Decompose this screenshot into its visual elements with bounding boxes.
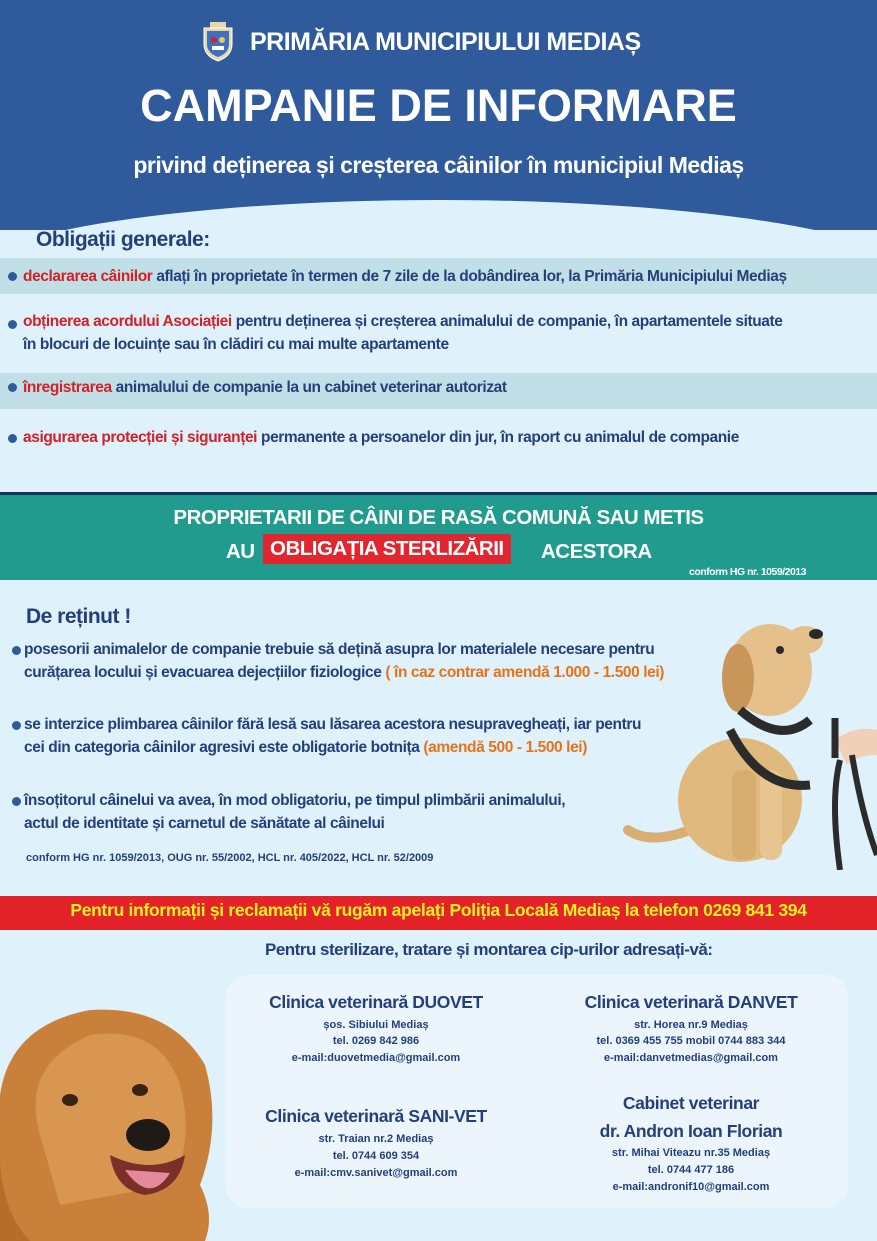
- banner-line2-suffix: ACESTORA: [541, 540, 652, 563]
- banner-line2-prefix: AU: [226, 540, 255, 563]
- clinic-phone[interactable]: tel. 0744 477 186: [647, 1164, 735, 1176]
- remember-line2: actul de identitate și carnetul de sănătate al câinelui: [24, 815, 385, 832]
- clinics-box: [226, 975, 848, 1208]
- page-subtitle: privind deținerea și creșterea câinilor în municipiul Mediaș: [133, 152, 744, 178]
- obligation-rest: animalului de companie la un cabinet veterinar autorizat: [111, 379, 507, 396]
- remember-item: [0, 789, 760, 839]
- clinic-email[interactable]: e-mail:cmv.sanivet@gmail.com: [294, 1167, 458, 1179]
- clinic-email[interactable]: e-mail:duovetmedia@gmail.com: [291, 1052, 461, 1064]
- remember-text: [24, 638, 744, 684]
- bullet-icon: [12, 797, 21, 806]
- bullet-icon: [8, 272, 17, 281]
- banner-legal-note: conform HG nr. 1059/2013: [689, 566, 806, 578]
- remember-text: [24, 789, 744, 835]
- clinic-phone[interactable]: tel. 0744 609 354: [332, 1150, 420, 1162]
- page-title: CAMPANIE DE INFORMARE: [140, 80, 737, 131]
- obligation-text: [23, 426, 867, 449]
- obligation-rest: permanente a persoanelor din jur, în raport cu animalul de companie: [257, 429, 739, 446]
- obligation-text: [23, 310, 867, 356]
- legal-references: conform HG nr. 1059/2013, OUG nr. 55/2002, HCL nr. 405/2022, HCL nr. 52/2009: [26, 852, 434, 864]
- clinic-address: str. Traian nr.2 Mediaș: [318, 1133, 434, 1145]
- remember-line2: curățarea locului și evacuarea dejecțiilor fiziologice: [24, 664, 382, 681]
- banner-line1: PROPRIETARII DE CÂINI DE RASĂ COMUNĂ SAU METIS: [173, 506, 704, 529]
- obligation-item: [0, 258, 877, 294]
- clinic-name: Clinica veterinară DUOVET: [269, 992, 483, 1012]
- clinic-phone[interactable]: tel. 0369 455 755 mobil 0744 883 344: [596, 1035, 786, 1047]
- remember-line1: însoțitorul câinelui va avea, în mod obligatoriu, pe timpul plimbării animalului,: [24, 792, 566, 809]
- clinic-doctor: dr. Andron Ioan Florian: [599, 1121, 783, 1141]
- obligation-text: [23, 265, 867, 288]
- obligation-highlight: asigurarea protecției și siguranței: [23, 429, 258, 446]
- banner-highlight: OBLIGAȚIA STERLIZĂRII: [263, 534, 511, 564]
- city-crest-icon: [202, 22, 234, 62]
- fine-amount: (amendă 500 - 1.500 lei): [423, 739, 587, 756]
- clinic-address: șos. Sibiului Mediaș: [323, 1019, 429, 1031]
- remember-line1: posesorii animalelor de companie trebuie să dețină asupra lor materialele necesare pentru: [24, 641, 655, 658]
- remember-line1: se interzice plimbarea câinilor fără lesă sau lăsarea acestora nesupravegheați, iar pentru: [24, 716, 642, 733]
- golden-retriever-illustration: [0, 1005, 220, 1241]
- obligation-highlight: înregistrarea: [23, 379, 112, 396]
- remember-item: [0, 638, 760, 688]
- remember-item: [0, 713, 760, 763]
- obligation-highlight: declararea câinilor: [23, 268, 153, 285]
- clinic-phone[interactable]: tel. 0269 842 986: [332, 1035, 420, 1047]
- clinic-address: str. Mihai Viteazu nr.35 Mediaș: [611, 1147, 771, 1159]
- clinic-name: Cabinet veterinar: [622, 1093, 760, 1113]
- clinic-email[interactable]: e-mail:danvetmedias@gmail.com: [604, 1052, 778, 1064]
- obligation-rest: pentru deținerea și creșterea animalului de companie, în apartamentele situate: [231, 313, 783, 330]
- bullet-icon: [12, 721, 21, 730]
- general-obligations-heading: Obligații generale:: [36, 228, 210, 251]
- bullet-icon: [12, 646, 21, 655]
- remember-text: [24, 713, 744, 759]
- bullet-icon: [8, 434, 17, 443]
- obligation-text: [23, 376, 867, 399]
- remember-line2: cei din categoria câinilor agresivi este obligatorie botnița: [24, 739, 420, 756]
- clinic-address: str. Horea nr.9 Mediaș: [634, 1019, 748, 1031]
- clinics-heading: Pentru sterilizare, tratare și montarea cip-urilor adresați-vă:: [265, 940, 713, 959]
- bullet-icon: [8, 383, 17, 392]
- obligation-rest: aflați în proprietate în termen de 7 zile de la dobândirea lor, la Primăria Municipiului Mediaș: [152, 268, 787, 285]
- obligation-item: [0, 424, 877, 454]
- fine-amount: ( în caz contrar amendă 1.000 - 1.500 lei): [385, 664, 665, 681]
- obligation-item: [0, 373, 877, 409]
- obligation-line2: în blocuri de locuințe sau în clădiri cu mai multe apartamente: [23, 336, 449, 353]
- header-wave: [0, 200, 877, 230]
- clinic-name: Clinica veterinară DANVET: [584, 992, 798, 1012]
- obligation-highlight: obținerea acordului Asociației: [23, 313, 232, 330]
- clinic-name: Clinica veterinară SANI-VET: [265, 1106, 487, 1126]
- obligation-item: [0, 306, 877, 364]
- remember-heading: De reținut !: [26, 605, 131, 628]
- city-hall-name: PRIMĂRIA MUNICIPIULUI MEDIAȘ: [250, 28, 641, 56]
- bullet-icon: [8, 320, 17, 329]
- clinic-email[interactable]: e-mail:andronif10@gmail.com: [612, 1181, 770, 1193]
- police-contact-text: Pentru informații și reclamații vă rugăm apelați Poliția Locală Mediaș la telefon 0269 841 394: [70, 900, 807, 920]
